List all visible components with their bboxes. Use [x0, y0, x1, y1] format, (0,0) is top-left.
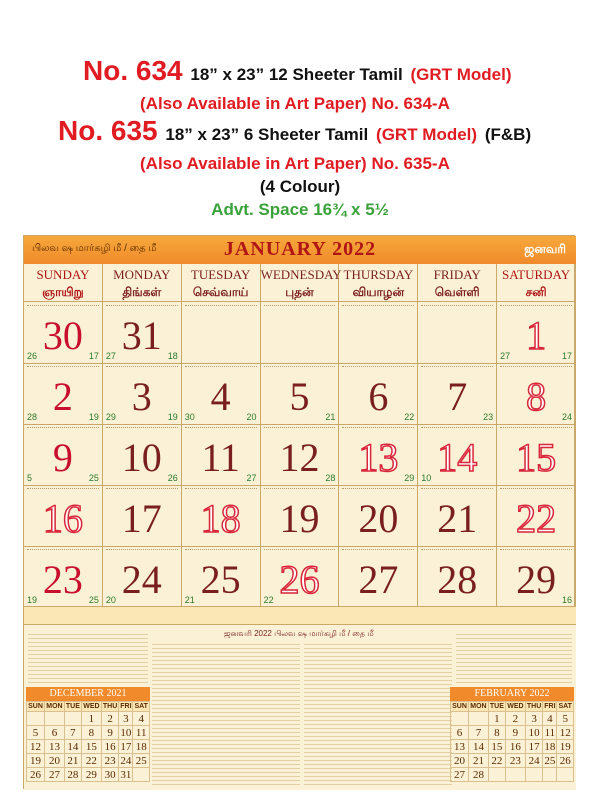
date-cell [103, 485, 182, 547]
mini-calendar-december [26, 687, 150, 785]
product-635-line [58, 115, 600, 147]
mini-date: 13 [451, 740, 469, 754]
calendar-sheet [23, 235, 575, 789]
cell-divider [106, 427, 178, 429]
mini-date: 14 [469, 740, 489, 754]
islamic-date: 28 [325, 473, 336, 483]
mini-date: 29 [81, 768, 101, 782]
date-number: 9 [52, 435, 73, 480]
cell-divider [185, 488, 257, 490]
cell-divider [185, 305, 257, 307]
day-name-ta: வியாழன் [352, 285, 405, 299]
date-number: 15 [516, 435, 557, 480]
mini-date: 26 [27, 768, 45, 782]
tamil-date: 29 [105, 412, 116, 422]
mini-date: 31 [120, 768, 132, 781]
mini-date: 19 [27, 754, 45, 768]
cell-divider [421, 549, 493, 551]
date-cell [24, 485, 103, 547]
islamic-date: 23 [483, 412, 494, 422]
date-number: 5 [289, 374, 310, 419]
date-cell [497, 485, 576, 547]
date-cell [24, 363, 103, 425]
mini-calendar-title: FEBRUARY 2022 [450, 687, 574, 701]
day-name-en: THURSDAY [343, 267, 414, 282]
mini-date: 17 [120, 740, 132, 753]
date-number: 4 [210, 374, 231, 419]
mini-day-head: MON [46, 703, 63, 710]
date-number: 30 [42, 313, 83, 358]
mini-calendar-table [26, 701, 150, 782]
cell-divider [106, 366, 178, 368]
mini-date: 22 [81, 754, 101, 768]
mini-date: 5 [27, 726, 45, 740]
cell-divider [264, 488, 336, 490]
mini-date [451, 712, 469, 726]
mini-date: 18 [133, 740, 150, 754]
mini-date: 9 [101, 726, 119, 740]
mini-date [133, 768, 150, 782]
mini-day-head: FRI [120, 703, 132, 710]
mini-calendar-title: DECEMBER 2021 [26, 687, 150, 701]
mini-date: 4 [133, 712, 150, 726]
date-cell [418, 302, 497, 364]
legend-strip [24, 607, 576, 625]
date-cell [103, 546, 182, 608]
date-cell [182, 546, 261, 608]
mini-date [557, 768, 574, 782]
day-header [182, 264, 261, 302]
date-number: 29 [516, 557, 557, 602]
advt-space: Advt. Space 16¾ x 5½ [211, 200, 389, 219]
day-name-ta: சனி [525, 285, 547, 299]
cell-divider [27, 305, 99, 307]
date-cell [24, 302, 103, 364]
date-cell [339, 302, 418, 364]
mini-date: 11 [544, 726, 556, 739]
date-cell [261, 363, 340, 425]
day-name-en: TUESDAY [190, 267, 251, 282]
mini-date: 28 [64, 768, 81, 782]
mini-date: 25 [544, 754, 556, 767]
day-header [24, 264, 103, 302]
date-number: 25 [200, 557, 241, 602]
mini-date: 23 [505, 754, 525, 768]
date-number: 16 [42, 496, 83, 541]
date-cell [103, 302, 182, 364]
mini-date: 27 [45, 768, 65, 782]
mini-day-head: SAT [134, 703, 148, 710]
mini-date: 17 [525, 740, 543, 754]
islamic-date: 27 [246, 473, 257, 483]
mini-date: 8 [81, 726, 101, 740]
date-number: 31 [121, 313, 162, 358]
mini-day-head: SUN [452, 703, 467, 710]
mini-date: 2 [505, 712, 525, 726]
cell-divider [264, 427, 336, 429]
mini-date [543, 768, 557, 782]
islamic-date: 24 [561, 412, 572, 422]
cell-divider [264, 305, 336, 307]
tamil-date: 27 [500, 351, 511, 361]
islamic-date: 25 [88, 473, 99, 483]
mini-day-head: THU [526, 703, 542, 710]
islamic-date: 25 [88, 595, 99, 605]
date-cell [182, 302, 261, 364]
mini-calendar-february [450, 687, 574, 785]
date-number: 23 [42, 557, 83, 602]
mini-day-head: SUN [28, 703, 43, 710]
date-cell [261, 424, 340, 486]
month-title: JANUARY 2022 [223, 238, 377, 260]
mini-date [488, 768, 505, 782]
mini-date: 27 [451, 768, 469, 782]
date-cell [497, 424, 576, 486]
mini-date [45, 712, 65, 726]
date-cell [497, 546, 576, 608]
date-cell [418, 546, 497, 608]
date-cell [339, 485, 418, 547]
day-name-en: MONDAY [113, 267, 171, 282]
islamic-date: 17 [88, 351, 99, 361]
day-name-ta: வெள்ளி [434, 285, 480, 299]
date-number: 21 [437, 496, 478, 541]
mini-date: 21 [469, 754, 489, 768]
islamic-date: 29 [404, 473, 415, 483]
date-cell [497, 363, 576, 425]
mini-date: 28 [469, 768, 489, 782]
art-paper-635: (Also Available in Art Paper) No. 635-A [140, 154, 450, 173]
date-cell [418, 363, 497, 425]
date-cell [24, 424, 103, 486]
day-name-en: SATURDAY [501, 267, 571, 282]
cell-divider [264, 366, 336, 368]
date-cell [418, 424, 497, 486]
cell-divider [27, 488, 99, 490]
cell-divider [106, 305, 178, 307]
tamil-month-right: ஜனவரி [524, 242, 566, 256]
mini-date: 13 [45, 740, 65, 754]
product-spec-635: 18” x 23” 6 Sheeter Tamil [165, 125, 369, 144]
mini-date: 20 [451, 754, 469, 768]
date-number: 1 [526, 313, 547, 358]
mini-date: 23 [101, 754, 119, 768]
colour-note: (4 Colour) [259, 177, 341, 196]
islamic-date: 26 [167, 473, 178, 483]
mini-date: 20 [45, 754, 65, 768]
mini-date: 5 [557, 712, 574, 726]
date-cell [497, 302, 576, 364]
mini-date: 14 [64, 740, 81, 754]
tamil-date: 5 [27, 473, 33, 483]
day-header [261, 264, 340, 302]
cell-divider [27, 366, 99, 368]
islamic-date: 21 [325, 412, 336, 422]
day-name-ta: செவ்வாய் [192, 285, 249, 299]
mini-day-head: FRI [544, 703, 556, 710]
mini-date: 15 [488, 740, 505, 754]
islamic-date: 16 [561, 595, 572, 605]
mini-date: 8 [488, 726, 505, 740]
panchang-table-right [304, 641, 452, 787]
cell-divider [421, 488, 493, 490]
cell-divider [500, 488, 572, 490]
day-name-en: FRIDAY [433, 267, 481, 282]
date-number: 22 [516, 496, 557, 541]
date-cell [24, 546, 103, 608]
mini-date: 11 [133, 726, 150, 740]
date-number: 18 [200, 496, 241, 541]
mini-date: 16 [101, 740, 119, 754]
islamic-date: 19 [167, 412, 178, 422]
cell-divider [421, 366, 493, 368]
day-name-ta: திங்கள் [122, 285, 162, 299]
date-number: 10 [121, 435, 162, 480]
day-name-ta: புதன் [285, 285, 314, 299]
day-name-en: WEDNESDAY [260, 267, 342, 282]
mini-date [525, 768, 543, 782]
mini-date: 7 [469, 726, 489, 740]
date-number: 8 [526, 374, 547, 419]
mini-date: 24 [120, 754, 132, 767]
date-number: 13 [358, 435, 399, 480]
mini-date: 19 [557, 740, 574, 754]
mini-date [505, 768, 525, 782]
mini-day-head: SAT [558, 703, 572, 710]
date-cell [261, 485, 340, 547]
mini-date: 4 [543, 712, 557, 726]
mini-date: 12 [27, 740, 45, 754]
cell-divider [500, 366, 572, 368]
mini-date: 10 [120, 726, 132, 739]
islamic-date: 20 [246, 412, 257, 422]
mini-date: 7 [64, 726, 81, 740]
cell-divider [106, 549, 178, 551]
mini-day-head: TUE [65, 703, 80, 710]
mini-date [64, 712, 81, 726]
date-cell [103, 424, 182, 486]
date-number: 24 [121, 557, 162, 602]
mini-date: 12 [557, 726, 574, 740]
cell-divider [500, 305, 572, 307]
center-title: ஜனவரி 2022 பிலவ ஷ மார்கழி மீ / தை மீ [224, 629, 374, 638]
cell-divider [421, 305, 493, 307]
tamil-date: 28 [27, 412, 38, 422]
mini-date [27, 712, 45, 726]
timing-table [456, 631, 572, 685]
islamic-date: 18 [167, 351, 178, 361]
cell-divider [342, 366, 414, 368]
product-fb-635: (F&B) [484, 125, 532, 144]
product-634-line [83, 55, 600, 87]
day-header [418, 264, 497, 302]
product-spec-634: 18” x 23” 12 Sheeter Tamil [190, 65, 403, 84]
cell-divider [106, 488, 178, 490]
day-name-en: SUNDAY [36, 267, 90, 282]
cell-divider [342, 427, 414, 429]
left-notes [28, 631, 148, 685]
mini-date: 26 [557, 754, 574, 768]
mini-date: 1 [81, 712, 101, 726]
product-number-634: No. 634 [83, 55, 183, 86]
product-number-635: No. 635 [58, 115, 158, 146]
mini-date: 25 [133, 754, 150, 768]
cell-divider [185, 366, 257, 368]
date-cell [261, 302, 340, 364]
tamil-date: 10 [421, 473, 432, 483]
date-cell [418, 485, 497, 547]
tamil-date: 30 [184, 412, 195, 422]
date-number: 20 [358, 496, 399, 541]
mini-date [469, 712, 489, 726]
cell-divider [500, 549, 572, 551]
mini-day-head: WED [507, 703, 524, 710]
mini-day-head: THU [102, 703, 118, 710]
cell-divider [421, 427, 493, 429]
cell-divider [342, 488, 414, 490]
mini-date: 16 [505, 740, 525, 754]
date-number: 14 [437, 435, 478, 480]
date-number: 12 [279, 435, 320, 480]
mini-date: 2 [101, 712, 119, 726]
date-number: 2 [52, 374, 73, 419]
date-cell [339, 424, 418, 486]
cell-divider [27, 549, 99, 551]
day-header [497, 264, 576, 302]
tamil-date: 21 [184, 595, 195, 605]
date-number: 26 [279, 557, 320, 602]
tamil-date: 22 [263, 595, 274, 605]
mini-date: 6 [45, 726, 65, 740]
mini-date: 18 [544, 740, 556, 753]
date-number: 3 [131, 374, 152, 419]
mini-date: 24 [525, 754, 543, 768]
cell-divider [27, 427, 99, 429]
date-cell [182, 424, 261, 486]
mini-date: 3 [525, 712, 543, 726]
day-header [339, 264, 418, 302]
date-number: 11 [201, 435, 240, 480]
tamil-date: 27 [105, 351, 116, 361]
date-number: 6 [368, 374, 389, 419]
cell-divider [500, 427, 572, 429]
mini-calendar-table [450, 701, 574, 782]
mini-date: 10 [525, 726, 543, 740]
mini-date: 30 [101, 768, 119, 782]
mini-date: 22 [488, 754, 505, 768]
cell-divider [185, 549, 257, 551]
islamic-date: 17 [561, 351, 572, 361]
mini-date: 3 [119, 712, 133, 726]
mini-day-head: MON [470, 703, 487, 710]
art-paper-634: (Also Available in Art Paper) No. 634-A [140, 94, 450, 113]
panchang-table-left [152, 641, 300, 787]
mini-day-head: WED [83, 703, 100, 710]
mini-date: 9 [505, 726, 525, 740]
date-cell [182, 363, 261, 425]
date-cell [182, 485, 261, 547]
product-model-635: (GRT Model) [376, 125, 478, 144]
date-number: 7 [447, 374, 468, 419]
bottom-panel [24, 606, 576, 790]
mini-date: 21 [64, 754, 81, 768]
tamil-date: 20 [105, 595, 116, 605]
islamic-date: 19 [88, 412, 99, 422]
mini-date: 1 [488, 712, 505, 726]
cell-divider [342, 305, 414, 307]
tamil-date: 26 [27, 351, 38, 361]
month-band [24, 236, 576, 264]
islamic-date: 22 [404, 412, 415, 422]
day-header [103, 264, 182, 302]
mini-date: 15 [81, 740, 101, 754]
tamil-date: 19 [27, 595, 38, 605]
mini-date: 6 [451, 726, 469, 740]
day-name-ta: ஞாயிறு [42, 285, 84, 299]
cell-divider [185, 427, 257, 429]
date-number: 19 [279, 496, 320, 541]
date-cell [339, 363, 418, 425]
product-model-634: (GRT Model) [410, 65, 512, 84]
cell-divider [342, 549, 414, 551]
cell-divider [264, 549, 336, 551]
date-number: 27 [358, 557, 399, 602]
tamil-month-left: பிலவ ஷ மார்கழி மீ / தை மீ [32, 243, 157, 254]
date-cell [103, 363, 182, 425]
date-number: 17 [121, 496, 162, 541]
date-number: 28 [437, 557, 478, 602]
mini-day-head: TUE [489, 703, 504, 710]
date-cell [339, 546, 418, 608]
date-cell [261, 546, 340, 608]
